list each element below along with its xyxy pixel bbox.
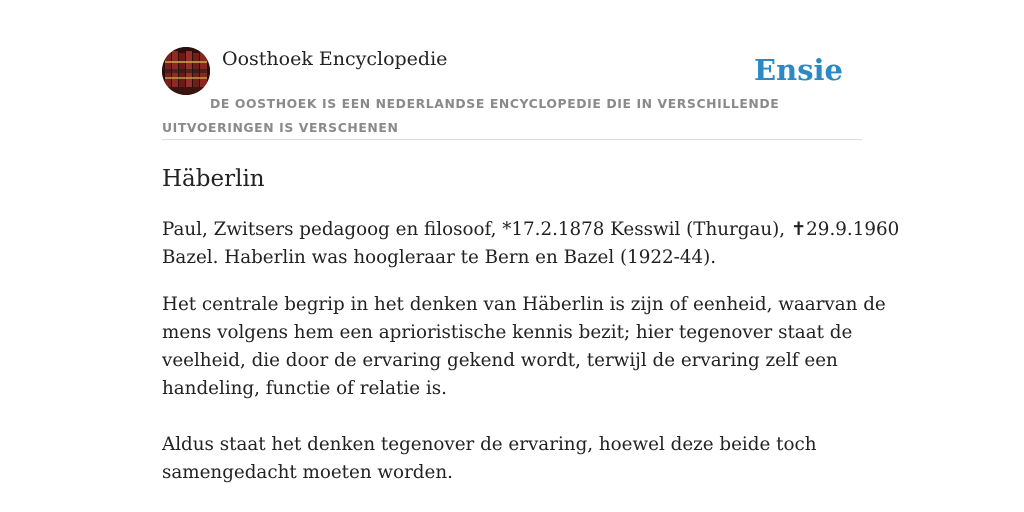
- site-header: [162, 44, 862, 140]
- paragraph-line: mens volgens hem een aprioristische kennis bezit; hier tegenover staat de: [162, 322, 853, 343]
- paragraph-line: Aldus staat het denken tegenover de ervaring, hoewel deze beide toch: [162, 434, 817, 455]
- paragraph-line: Het centrale begrip in het denken van Häberlin is zijn of eenheid, waarvan de: [162, 294, 886, 315]
- paragraph-line: veelheid, die door de ervaring gekend wordt, terwijl de ervaring zelf een: [162, 350, 838, 371]
- paragraph-line: Bazel. Haberlin was hoogleraar te Bern en Bazel (1922-44).: [162, 247, 717, 268]
- site-name[interactable]: Oosthoek Encyclopedie: [222, 48, 448, 70]
- paragraph-line: Paul, Zwitsers pedagoog en filosoof, *17.2.1878 Kesswil (Thurgau), ✝29.9.1960: [162, 219, 900, 240]
- article-paragraph: [162, 291, 886, 403]
- article-paragraph: [162, 431, 862, 487]
- site-tagline: DE OOSTHOEK IS EEN NEDERLANDSE ENCYCLOPEDIE DIE IN VERSCHILLENDE UITVOERINGEN IS VERSCHENEN: [162, 96, 780, 135]
- article-paragraph: [162, 216, 900, 272]
- encyclopedia-books-icon[interactable]: [162, 47, 210, 95]
- paragraph-line: samengedacht moeten worden.: [162, 462, 453, 483]
- paragraph-line: handeling, functie of relatie is.: [162, 378, 447, 399]
- article-title: Häberlin: [162, 166, 265, 192]
- brand-logo[interactable]: Ensie: [754, 53, 843, 87]
